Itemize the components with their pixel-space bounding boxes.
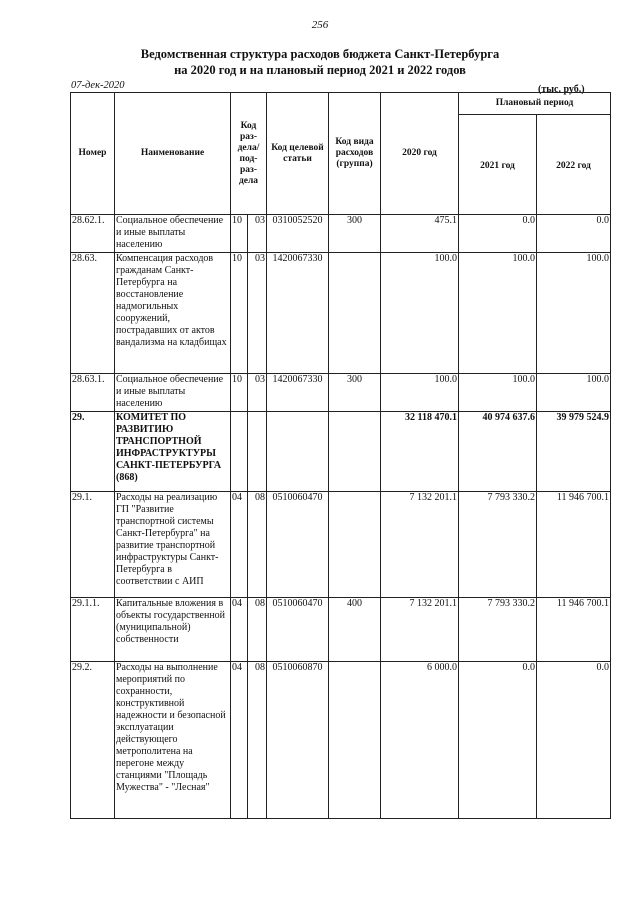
row-subsection: 08: [248, 662, 267, 819]
row-section: [231, 412, 248, 492]
row-number: 29.2.: [71, 662, 115, 819]
header-2022: 2022 год: [537, 115, 611, 215]
row-kind: 300: [329, 215, 381, 253]
row-2021: 100.0: [459, 253, 537, 374]
row-kind: [329, 492, 381, 598]
table-row: [71, 598, 611, 662]
header-section: Код раз- дела/ под- раз- дела: [231, 93, 267, 215]
table-row: [71, 662, 611, 819]
row-section: 04: [231, 662, 248, 819]
row-2020: 100.0: [381, 253, 459, 374]
row-2022: 39 979 524.9: [537, 412, 611, 492]
row-2020: 100.0: [381, 374, 459, 412]
row-section: 04: [231, 598, 248, 662]
header-name: Наименование: [115, 93, 231, 215]
row-target: 0510060470: [267, 492, 329, 598]
row-2022: 11 946 700.1: [537, 492, 611, 598]
row-target: 0510060870: [267, 662, 329, 819]
row-name: Социальное обеспечение и иные выплаты населению: [115, 374, 231, 412]
document-date: 07-дек-2020: [71, 80, 125, 91]
row-subsection: 03: [248, 215, 267, 253]
row-subsection: 03: [248, 253, 267, 374]
row-name: Капитальные вложения в объекты государственной (муниципальной) собственности: [115, 598, 231, 662]
row-2022: 100.0: [537, 253, 611, 374]
title-line-1: Ведомственная структура расходов бюджета Санкт-Петербурга: [140, 47, 500, 61]
row-number: 29.: [71, 412, 115, 492]
header-2021: 2021 год: [459, 115, 537, 215]
row-subsection: 08: [248, 598, 267, 662]
header-planned-period: Плановый период: [459, 93, 611, 115]
table-row: [71, 492, 611, 598]
row-2021: 40 974 637.6: [459, 412, 537, 492]
header-number: Номер: [71, 93, 115, 215]
row-name: Расходы на реализацию ГП "Развитие транспортной системы Санкт-Петербурга" на развитие транспортной инфраструктуры Санкт-Петербурга в соответствии с АИП: [115, 492, 231, 598]
row-2020: 7 132 201.1: [381, 598, 459, 662]
row-section: 10: [231, 215, 248, 253]
row-2021: 100.0: [459, 374, 537, 412]
table-row: [71, 412, 611, 492]
row-subsection: 03: [248, 374, 267, 412]
row-number: 29.1.1.: [71, 598, 115, 662]
document-title: [0, 46, 640, 78]
row-2020: 32 118 470.1: [381, 412, 459, 492]
row-kind: [329, 412, 381, 492]
header-target: Код целевой статьи: [267, 93, 329, 215]
row-2020: 6 000.0: [381, 662, 459, 819]
title-line-2: на 2020 год и на плановый период 2021 и 2022 годов: [174, 63, 466, 77]
row-2021: 7 793 330.2: [459, 598, 537, 662]
page-number: 256: [311, 19, 329, 31]
row-2021: 0.0: [459, 662, 537, 819]
table-row: [71, 374, 611, 412]
row-kind: [329, 662, 381, 819]
row-subsection: 08: [248, 492, 267, 598]
row-kind: 300: [329, 374, 381, 412]
row-kind: [329, 253, 381, 374]
row-target: [267, 412, 329, 492]
row-target: 1420067330: [267, 253, 329, 374]
row-2020: 475.1: [381, 215, 459, 253]
table-row: [71, 215, 611, 253]
row-name: Компенсация расходов гражданам Санкт-Петербурга на восстановление надмогильных сооружений, пострадавших от актов вандализма на кладбищах: [115, 253, 231, 374]
row-kind: 400: [329, 598, 381, 662]
row-subsection: [248, 412, 267, 492]
row-name: Социальное обеспечение и иные выплаты населению: [115, 215, 231, 253]
header-2020: 2020 год: [381, 93, 459, 215]
expense-table: [70, 92, 611, 819]
row-number: 28.63.1.: [71, 374, 115, 412]
row-number: 28.63.: [71, 253, 115, 374]
row-number: 28.62.1.: [71, 215, 115, 253]
row-section: 04: [231, 492, 248, 598]
row-target: 0310052520: [267, 215, 329, 253]
row-2022: 0.0: [537, 662, 611, 819]
row-name: КОМИТЕТ ПО РАЗВИТИЮ ТРАНСПОРТНОЙ ИНФРАСТРУКТУРЫ САНКТ-ПЕТЕРБУРГА (868): [115, 412, 231, 492]
row-number: 29.1.: [71, 492, 115, 598]
row-name: Расходы на выполнение мероприятий по сохранности, конструктивной надежности и безопасной эксплуатации действующего метрополитена на перегоне между станциями "Площадь Мужества" - "Лесная": [115, 662, 231, 819]
row-2020: 7 132 201.1: [381, 492, 459, 598]
row-2022: 11 946 700.1: [537, 598, 611, 662]
row-target: 1420067330: [267, 374, 329, 412]
row-2022: 0.0: [537, 215, 611, 253]
row-2022: 100.0: [537, 374, 611, 412]
row-section: 10: [231, 253, 248, 374]
table-row: [71, 253, 611, 374]
row-2021: 7 793 330.2: [459, 492, 537, 598]
row-section: 10: [231, 374, 248, 412]
units-label: (тыс. руб.): [538, 84, 585, 95]
header-expense-type: Код вида расходов (группа): [329, 93, 381, 215]
row-target: 0510060470: [267, 598, 329, 662]
row-2021: 0.0: [459, 215, 537, 253]
